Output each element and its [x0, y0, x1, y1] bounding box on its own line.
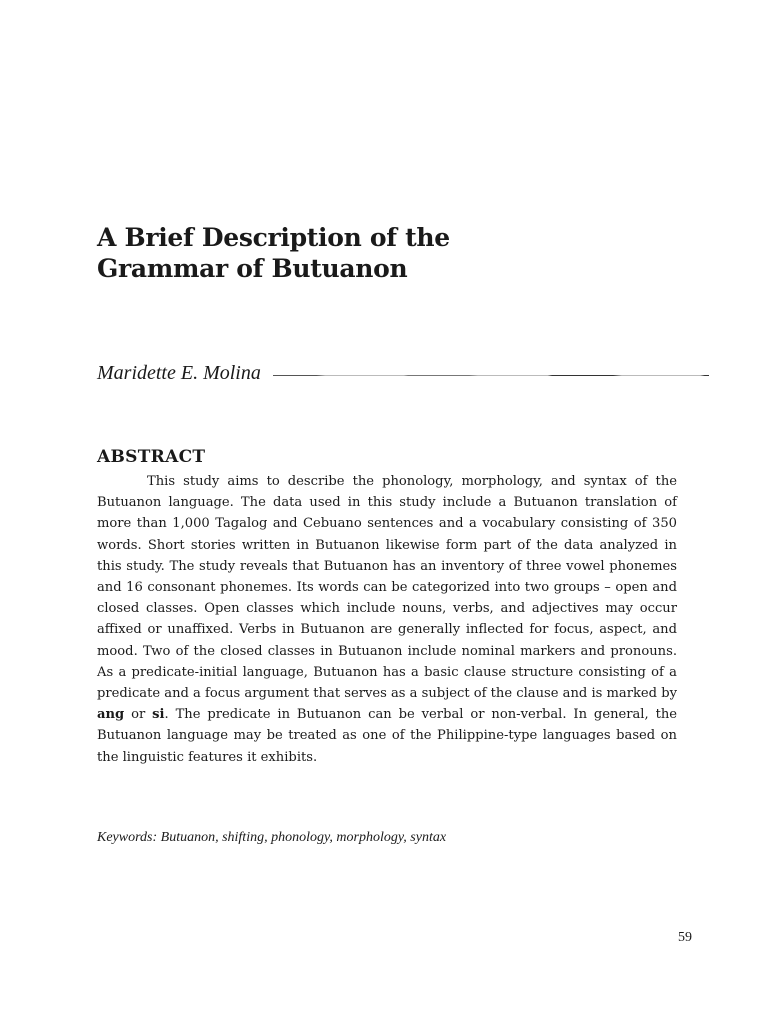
abstract-heading: ABSTRACT [97, 447, 206, 467]
title-line-2: Grammar of Butuanon [97, 254, 408, 283]
paper-title [97, 222, 657, 284]
abstract-text-part-2: or [124, 707, 153, 723]
abstract-body [97, 471, 677, 768]
page-number: 59 [678, 930, 692, 945]
abstract-text-part-3: . The predicate in Butuanon can be verbal or non-verbal. In general, the Butuanon language may be treated as one of the Philippine-type languages based on the linguistic features it exhibits. [97, 707, 678, 765]
marker-si: si [152, 707, 165, 723]
marker-ang: ang [97, 707, 125, 723]
title-line-1: A Brief Description of the [97, 223, 450, 252]
author-row [97, 360, 709, 386]
keywords: Keywords: Butuanon, shifting, phonology, morphology, syntax [97, 830, 447, 845]
author-name: Maridette E. Molina [97, 361, 261, 384]
abstract-text-part-1: This study aims to describe the phonology, morphology, and syntax of the Butuanon language. The data used in this study include a Butuanon translation of more than 1,000 Tagalog and Cebuano sentences and a vocabulary consisting of 350 words. Short stories written in Butuanon likewise form part of the data analyzed in this study. The study reveals that Butuanon has an inventory of three vowel phonemes and 16 consonant phonemes. Its words can be categorized into two groups – open and closed classes. Open classes which include nouns, verbs, and adjectives may occur affixed or unaffixed. Verbs in Butuanon are generally inflected for focus, aspect, and mood. Two of the closed classes in Butuanon include nominal markers and pronouns. As a predicate-initial language, Butuanon has a basic clause structure consisting of a predicate and a focus argument that serves as a subject of the clause and is marked by [97, 474, 677, 702]
author-divider [273, 375, 709, 376]
